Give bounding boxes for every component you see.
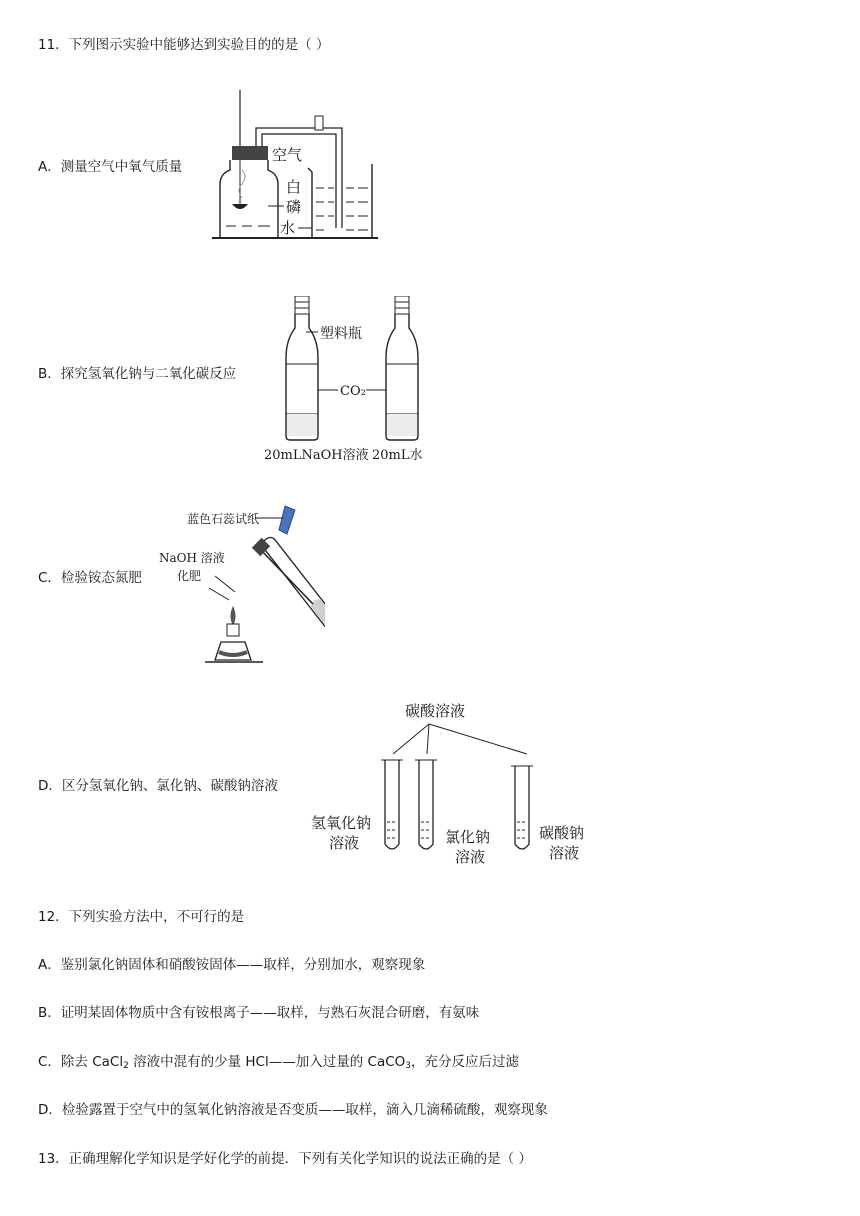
q12-c-sub1: 2 <box>123 1061 129 1071</box>
combustion-spoon <box>232 204 248 209</box>
tube-1 <box>381 760 403 849</box>
label-naoh-a: 氢氧化钠 <box>311 814 372 832</box>
q13-stem: 13．正确理解化学知识是学好化学的前提．下列有关化学知识的说法正确的是（ ） <box>38 1151 532 1167</box>
tube-2 <box>415 760 437 849</box>
label-white: 白 <box>286 178 302 196</box>
figure-b-plastic-bottles <box>262 296 442 468</box>
label-na2co3-a: 碳酸钠 <box>539 824 585 842</box>
label-naoh-b: 溶液 <box>329 834 360 852</box>
q12-option-c <box>38 1052 519 1076</box>
q12-option-a: A．鉴别氯化钠固体和硝酸铵固体——取样，分别加水，观察现象 <box>38 957 426 973</box>
q12-c-part2: 溶液中混有的少量 HCl——加入过量的 CaCO <box>128 1054 406 1070</box>
label-blue-litmus: 蓝色石蕊试纸 <box>187 512 260 526</box>
q12-c-sub2: 3 <box>405 1061 412 1071</box>
label-nacl-a: 氯化钠 <box>445 828 491 846</box>
q12-option-d: D．检验露置于空气中的氢氧化钠溶液是否变质——取样，滴入几滴稀硫酸，观察现象 <box>38 1102 548 1118</box>
q11-option-c: C．检验铵态氮肥 <box>38 570 142 586</box>
q11-option-a: A．测量空气中氧气质量 <box>38 159 183 175</box>
label-naoh-solution: NaOH 溶液 <box>159 551 225 565</box>
bottle-left <box>286 296 318 440</box>
label-carbonic-acid: 碳酸溶液 <box>405 702 466 720</box>
rubber-stopper <box>232 146 268 160</box>
label-nacl-b: 溶液 <box>455 848 486 866</box>
figure-a-oxygen-apparatus <box>212 88 382 243</box>
q12-option-b: B．证明某固体物质中含有铵根离子——取样，与熟石灰混合研磨，有氨味 <box>38 1005 480 1021</box>
q11-option-d: D．区分氢氧化钠、氯化钠、碳酸钠溶液 <box>38 778 278 794</box>
label-naoh-20ml: 20mLNaOH溶液 <box>264 448 369 463</box>
q12-c-part1: C．除去 CaCl <box>38 1054 124 1070</box>
label-water: 水 <box>280 219 296 237</box>
q11-option-b: B．探究氢氧化钠与二氧化碳反应 <box>38 366 237 382</box>
q12-c-part3: ，充分反应后过滤 <box>411 1054 520 1070</box>
q12-stem: 12．下列实验方法中，不可行的是 <box>38 909 245 925</box>
label-fertilizer: 化肥 <box>177 569 202 583</box>
figure-d-carbonic-acid-test <box>305 696 605 871</box>
tube-3 <box>511 766 533 849</box>
label-plastic-bottle: 塑料瓶 <box>320 326 362 342</box>
bottle-right <box>386 296 418 440</box>
q11-stem: 11．下列图示实验中能够达到实验目的的是（ ） <box>38 37 330 53</box>
label-air: 空气 <box>272 146 303 164</box>
label-na2co3-b: 溶液 <box>549 844 580 862</box>
figure-c-ammonium-test <box>155 500 325 665</box>
label-co2: CO₂ <box>340 384 366 399</box>
label-water-20ml: 20mL水 <box>372 448 423 463</box>
clamp <box>315 116 323 130</box>
label-phosphorus: 磷 <box>286 198 302 216</box>
litmus-paper-strip <box>279 506 295 534</box>
